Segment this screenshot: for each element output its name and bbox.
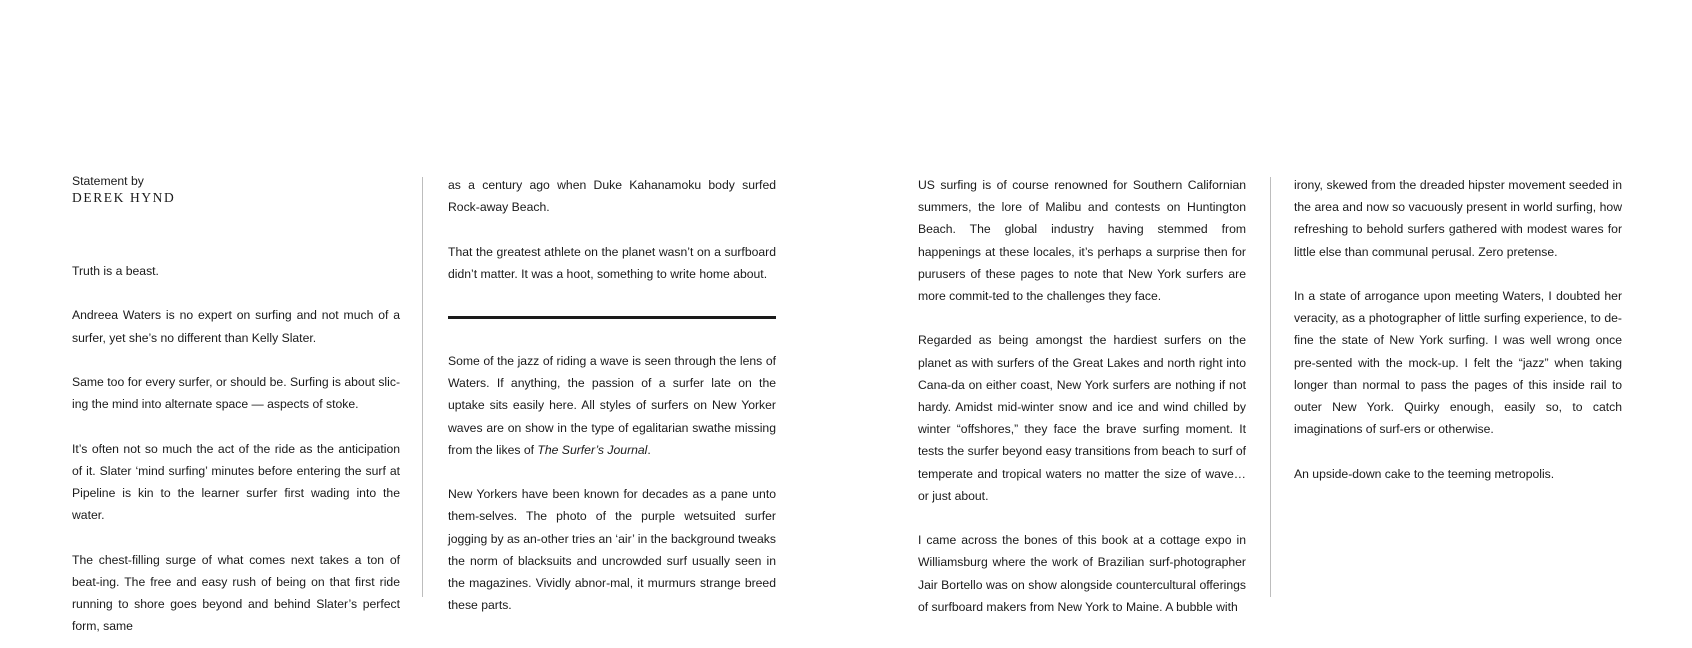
paragraph: Truth is a beast. bbox=[72, 264, 159, 278]
column-4 bbox=[1294, 174, 1622, 485]
paragraph: New Yorkers have been known for decades as a pane unto them-selves. The photo of the purple wetsuited surfer jogging by as an-other tries an ‘air’ in the background tweaks the norm of blacksuits and uncrowded surf usually seen in the magazines. Vividly abnor-mal, it murmurs strange breed these parts. bbox=[448, 487, 776, 613]
column-divider-right bbox=[1270, 177, 1271, 597]
paragraph bbox=[448, 350, 776, 461]
paragraph: as a century ago when Duke Kahanamoku body surfed Rock-away Beach. bbox=[448, 178, 776, 215]
byline bbox=[72, 174, 400, 207]
column-3 bbox=[918, 174, 1246, 618]
column-divider-left bbox=[422, 177, 423, 597]
paragraph: Andreea Waters is no expert on surfing and not much of a surfer, yet she’s no different than Kelly Slater. bbox=[72, 308, 400, 345]
paragraph: That the greatest athlete on the planet wasn’t on a surfboard didn’t matter. It was a hoot, something to write home about. bbox=[448, 244, 776, 281]
publication-title: The Surfer’s Journal bbox=[537, 442, 648, 457]
paragraph-end: . bbox=[647, 442, 651, 457]
paragraph: In a state of arrogance upon meeting Waters, I doubted her veracity, as a photographer of little surfing experience, to de-fine the state of New York surfing. I was well wrong once pre-sented with the mock-up. I felt the “jazz” when taking longer than normal to pass the pages of this inside rail to outer New York. Quirky enough, easily so, to catch imaginations of surf-ers or otherwise. bbox=[1294, 289, 1622, 437]
paragraph: irony, skewed from the dreaded hipster movement seeded in the area and now so vacuously present in world surfing, how refreshing to behold surfers gathered with modest wares for little else than communal perusal. Zero pretense. bbox=[1294, 178, 1622, 259]
paragraph: It’s often not so much the act of the ride as the anticipation of it. Slater ‘mind surfing’ minutes before entering the surf at Pipeline is kin to the learner surfer first wading into the water. bbox=[72, 441, 400, 523]
paragraph: The chest-filling surge of what comes next takes a ton of beat-ing. The free and easy rush of being on that first ride running to shore goes beyond and behind Slater’s perfect form, same bbox=[72, 552, 400, 634]
paragraph: I came across the bones of this book at a cottage expo in Williamsburg where the work of Brazilian surf-photographer Jair Bortello was on show alongside countercultural offerings of surfboard makers from New York to Maine. A bubble with bbox=[918, 533, 1246, 614]
paragraph: Same too for every surfer, or should be. Surfing is about slic-ing the mind into alternate space — aspects of stoke. bbox=[72, 374, 400, 412]
paragraph: Regarded as being amongst the hardiest surfers on the planet as with surfers of the Great Lakes and north right into Cana-da on either coast, New York surfers are nothing if not hardy. Amidst mid-winter snow and ice and wind chilled by winter “offshores,” they face the brave surfing moment. It tests the surfer beyond easy transitions from beach to surf of temperate and tropical waters no matter the size of wave…or just about. bbox=[918, 333, 1246, 503]
section-rule bbox=[448, 316, 776, 319]
paragraph-text: Some of the jazz of riding a wave is seen through the lens of Waters. If anything, the passion of a surfer late on the uptake sits easily here. All styles of surfers on New Yorker waves are on show in the type of egalitarian swathe missing from the likes of bbox=[448, 354, 776, 457]
column-2 bbox=[448, 174, 776, 616]
byline-label: Statement by bbox=[72, 174, 144, 188]
byline-author: DEREK HYND bbox=[72, 190, 176, 205]
column-1 bbox=[72, 174, 400, 637]
paragraph: An upside-down cake to the teeming metropolis. bbox=[1294, 466, 1555, 481]
paragraph: US surfing is of course renowned for Southern Californian summers, the lore of Malibu and contests on Huntington Beach. The global industry having stemmed from happenings at these locales, it’s perhaps a surprise then for purusers of these pages to note that New York surfers are more commit-ted to the challenges they face. bbox=[918, 178, 1246, 304]
